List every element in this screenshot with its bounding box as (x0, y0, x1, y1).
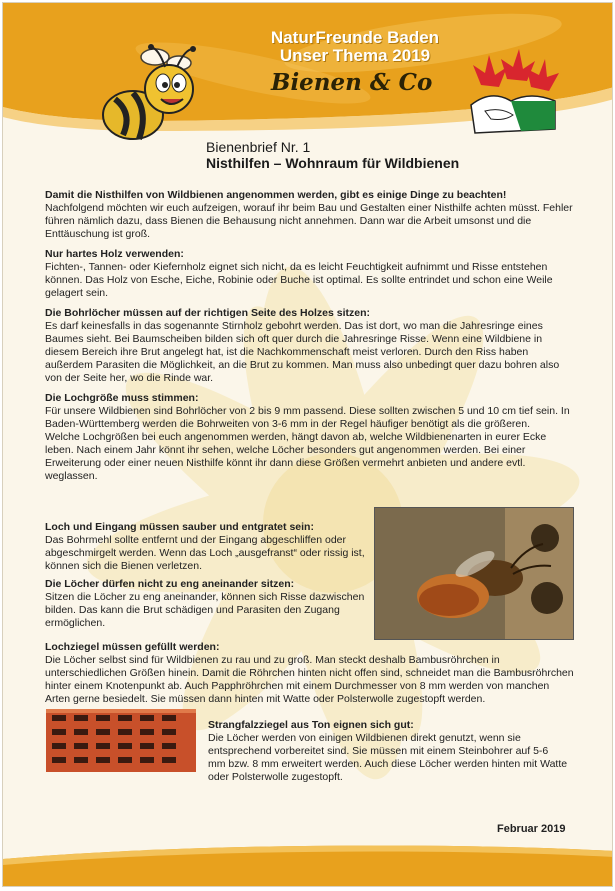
section-heading: Die Lochgröße muss stimmen: (45, 392, 199, 404)
section-heading: Nur hartes Holz verwenden: (45, 248, 184, 260)
org-line-1: NaturFreunde Baden (270, 28, 440, 47)
section-heading: Lochziegel müssen gefüllt werden: (45, 641, 220, 653)
section-lochziegel (45, 641, 574, 706)
section-abstand (45, 578, 365, 630)
letter-number: Bienenbrief Nr. 1 (206, 139, 311, 155)
brick-photo-icon (46, 709, 196, 772)
intro-lead: Damit die Nisthilfen von Wildbienen angenommen werden, gibt es einige Dinge zu beachten! (45, 189, 507, 201)
section-heading: Strangfalzziegel aus Ton eignen sich gut: (208, 719, 414, 731)
section-heading: Die Bohrlöcher müssen auf der richtigen Seite des Holzes sitzen: (45, 307, 370, 319)
section-text: Für unsere Wildbienen sind Bohrlöcher von 2 bis 9 mm passend. Diese sollten zwischen 5 und 10 cm tief sein. In Baden-Württemberg werden die Bohrweiten von 3-6 mm in der Regel häufiger benötigt als die größeren. (45, 405, 570, 430)
section-text: Fichten-, Tannen- oder Kiefernholz eignet sich nicht, da es leicht Feuchtigkeit aufnimmt und Risse entstehen können. Das Holz von Esche, Eiche, Robinie oder Buche ist optimal. Es sollte entrindet und schon eine Weile gelagert sein. (45, 261, 553, 299)
wild-bee-at-nest-photo (374, 507, 574, 640)
bee-mascot-icon (93, 39, 213, 149)
section-strangfalzziegel (208, 719, 568, 784)
footer-band-icon (3, 841, 613, 887)
section-heading: Die Löcher dürfen nicht zu eng aneinander sitzen: (45, 578, 295, 590)
intro-section (45, 189, 574, 241)
publication-date: Februar 2019 (497, 823, 566, 835)
document-page (2, 2, 613, 887)
section-text-2: Welche Lochgrößen bei euch angenommen werden, hängt davon ab, welche Wildbienenarten in eurer Ecke leben. Nach einem Jahr könnt ihr sehen, welche Löcher besonders gut angenommen werden. Bei einer Erweiterung oder einer neuen Nisthilfe könnt ihr dann diese Größen vermehrt anbieten und andere evtl. weglassen. (45, 431, 547, 482)
section-bohrloecher (45, 307, 574, 385)
main-content (45, 189, 574, 490)
naturfreunde-handshake-flower-logo (451, 45, 571, 145)
section-hartes-holz (45, 248, 574, 300)
section-lochgroesse (45, 392, 574, 483)
section-text: Es darf keinesfalls in das sogenannte Stirnholz gebohrt werden. Das ist dort, wo man die Jahresringe eines Baumes sieht. Bei Baumscheiben bilden sich oft quer durch die Jahresringe Risse. Wenn eine Wildbiene in diesem Bereich ihre Brut angelegt hat, ist die Nachkommenschaft meist verloren. Durch den Riss haben außerdem Parasiten die Möglichkeit, an die Brut zu kommen. Man muss also unbedingt quer dazu bohren also von der Seite her, wo die Rinde war. (45, 320, 560, 384)
letter-title: Nisthilfen – Wohnraum für Wildbienen (206, 155, 460, 171)
section-text: Das Bohrmehl sollte entfernt und der Eingang abgeschliffen oder abgeschmirgelt werden. Wenn das Loch „ausgefranst“ oder rissig ist, können sich die Bienen verletzen. (45, 534, 365, 572)
clay-brick-holes-photo (46, 709, 196, 772)
section-text: Die Löcher werden von einigen Wildbienen direkt genutzt, wenn sie entsprechend vorbereitet sind. Sie müssen mit einem Steinbohrer auf 5-6 mm bzw. 8 mm erweitert werden. Auch diese Löcher werden hinten mit Watte oder Polsterwolle zugestopft. (208, 732, 568, 783)
subject-title: Bienen & Co (271, 69, 433, 96)
section-sauber (45, 521, 365, 573)
section-text: Sitzen die Löcher zu eng aneinander, können sich Risse dazwischen bilden. Das kann die Brut schädigen und Parasiten den Zugang ermöglichen. (45, 591, 365, 629)
org-line-2: Unser Thema 2019 (279, 46, 431, 65)
section-text: Die Löcher selbst sind für Wildbienen zu rau und zu groß. Man steckt deshalb Bambusröhrchen in unterschiedlichen Größen hinein. Damit die Röhrchen hinten nicht offen sind, schneidet man die Bambusröhrchen hinter einem Knotenpunkt ab. Auch Papphröhrchen mit einem Durchmesser von 8 mm werden von manchen Arten gerne besiedelt. Sie müssen dann hinten mit Watte oder Polsterwolle zugestopft werden. (45, 654, 574, 705)
org-title (235, 29, 475, 65)
intro-text: Nachfolgend möchten wir euch aufzeigen, worauf ihr beim Bau und Gestalten einer Nisthilfe achten müsst. Fehler führen nämlich dazu, dass Bienen die Behausung nicht annehmen. Dann war die Arbeit umsonst und die Enttäuschung ist groß. (45, 202, 573, 240)
section-heading: Loch und Eingang müssen sauber und entgratet sein: (45, 521, 314, 533)
bee-photo-icon (375, 508, 574, 640)
